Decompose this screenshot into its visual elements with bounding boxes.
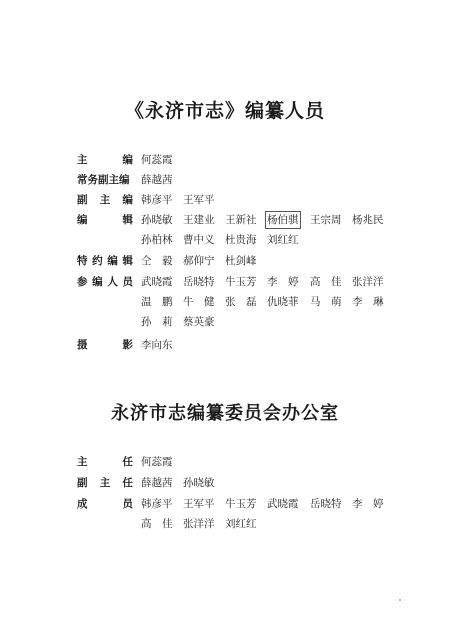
- role-label: 参 编 人 员: [77, 276, 133, 288]
- role-label: 主 编: [77, 154, 133, 166]
- person-name: 孙 莉: [141, 316, 173, 328]
- person-name: 孙晓敏: [141, 214, 173, 226]
- role-label: 特 约 编 辑: [77, 255, 133, 267]
- person-name: 张洋洋: [183, 518, 215, 530]
- staff-row: [0, 497, 450, 515]
- person-name: 孙柏林: [141, 234, 173, 246]
- role-label: 编 辑: [77, 214, 133, 226]
- person-name: 李 婷: [352, 498, 384, 510]
- person-name: 高 佳: [310, 276, 342, 288]
- person-name: 韩彦平: [141, 194, 173, 206]
- person-name: 韩彦平: [141, 498, 173, 510]
- person-name: 武晓霞: [141, 276, 173, 288]
- staff-row: [0, 254, 450, 272]
- staff-row: [0, 338, 450, 356]
- staff-row: [0, 476, 450, 494]
- person-name: 牛玉芳: [225, 498, 257, 510]
- staff-row: [0, 213, 450, 231]
- staff-row: [0, 517, 450, 535]
- person-name: 李向东: [141, 339, 173, 351]
- role-label: 常务副主编: [77, 174, 130, 186]
- person-name: 牛玉芳: [225, 276, 257, 288]
- staff-row: [0, 315, 450, 333]
- person-name: 何蕊霞: [141, 456, 173, 468]
- staff-row: [0, 153, 450, 171]
- person-name: 杨伯骐: [267, 214, 299, 226]
- person-name: 李 婷: [267, 276, 299, 288]
- person-name: 王宗周: [310, 214, 342, 226]
- person-name: 孙晓敏: [183, 477, 215, 489]
- person-name: 张洋洋: [352, 276, 384, 288]
- person-name: 薛越茜: [141, 477, 173, 489]
- person-name: 岳晓特: [183, 276, 215, 288]
- role-label: 副 主 任: [77, 477, 133, 489]
- person-name: 薛越茜: [141, 174, 173, 186]
- person-name: 刘红红: [267, 234, 299, 246]
- person-name: 岳晓特: [310, 498, 342, 510]
- person-name: 王军平: [183, 498, 215, 510]
- page-mark: [399, 599, 401, 601]
- staff-row: [0, 173, 450, 191]
- person-name: 蔡英豪: [183, 316, 215, 328]
- person-name: 曹中义: [183, 234, 215, 246]
- person-name: 牛 健: [183, 296, 215, 308]
- section2-title: 永济市志编纂委员会办公室: [111, 403, 339, 424]
- person-name: 何蕊霞: [141, 154, 173, 166]
- person-name: 仝 毅: [141, 255, 173, 267]
- role-label: 副 主 编: [77, 194, 133, 206]
- role-label: 摄 影: [77, 339, 133, 351]
- person-name: 武晓霞: [267, 498, 299, 510]
- staff-row: [0, 455, 450, 473]
- person-name: 杜贵海: [225, 234, 257, 246]
- person-name: 王新社: [225, 214, 257, 226]
- role-label: 成 员: [77, 498, 133, 510]
- person-name: 王建业: [183, 214, 215, 226]
- person-name: 杜剑峰: [225, 255, 257, 267]
- role-label: 主 任: [77, 456, 133, 468]
- person-name: 高 佳: [141, 518, 173, 530]
- staff-row: [0, 295, 450, 313]
- section1-title: 《永济市志》编纂人员: [124, 100, 325, 122]
- person-name: 张 磊: [225, 296, 257, 308]
- person-name: 杨兆民: [352, 214, 384, 226]
- person-name: 温 鹏: [141, 296, 173, 308]
- staff-row: [0, 233, 450, 251]
- person-name: 李 琳: [352, 296, 384, 308]
- person-name: 郝仰宁: [183, 255, 215, 267]
- person-name: 刘红红: [225, 518, 257, 530]
- staff-row: [0, 275, 450, 293]
- person-name: 马 萌: [310, 296, 342, 308]
- person-name: 仇晓菲: [267, 296, 299, 308]
- staff-row: [0, 193, 450, 211]
- person-name: 王军平: [183, 194, 215, 206]
